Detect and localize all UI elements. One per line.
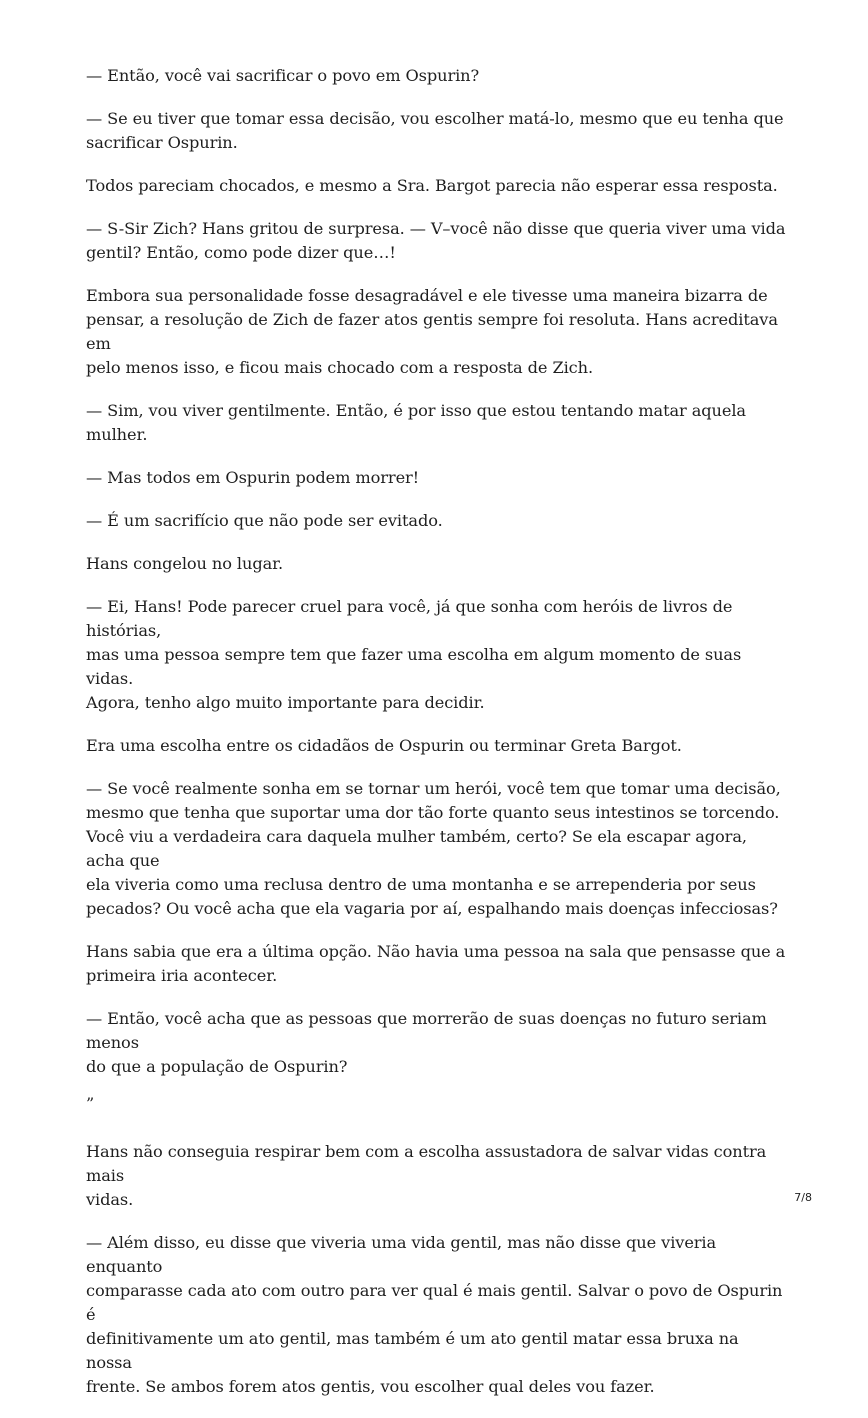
paragraph: Hans não conseguia respirar bem com a escolha assustadora de salvar vidas contra mais vidas. bbox=[86, 1142, 767, 1209]
paragraph: — É um sacrifício que não pode ser evitado. bbox=[86, 511, 443, 530]
page-number: 7/8 bbox=[794, 1191, 812, 1204]
paragraph: — Se eu tiver que tomar essa decisão, vou escolher matá-lo, mesmo que eu tenha que sacrificar Ospurin. bbox=[86, 109, 784, 152]
paragraph: Embora sua personalidade fosse desagradável e ele tivesse uma maneira bizarra de pensar, a resolução de Zich de fazer atos gentis sempre foi resoluta. Hans acreditava em pelo menos isso, e ficou mais chocado com a resposta de Zich. bbox=[86, 286, 778, 377]
paragraph: — Ei, Hans! Pode parecer cruel para você, já que sonha com heróis de livros de histórias, mas uma pessoa sempre tem que fazer uma escolha em algum momento de suas vidas. Agora, tenho algo muito importante para decidir. bbox=[86, 597, 742, 712]
paragraph: Hans congelou no lugar. bbox=[86, 554, 284, 573]
paragraph: — Sim, vou viver gentilmente. Então, é por isso que estou tentando matar aquela mulher. bbox=[86, 401, 746, 444]
paragraph: — Além disso, eu disse que viveria uma vida gentil, mas não disse que viveria enquanto comparasse cada ato com outro para ver qual é mais gentil. Salvar o povo de Ospurin é definitivamente um ato gentil, mas também é um ato gentil matar essa bruxa na nossa frente. Se ambos forem atos gentis, vou escolher qual deles vou fazer. bbox=[86, 1233, 783, 1396]
paragraph: Todos pareciam chocados, e mesmo a Sra. Bargot parecia não esperar essa resposta. bbox=[86, 176, 778, 195]
document-page bbox=[86, 64, 786, 1418]
paragraph: — Mas todos em Ospurin podem morrer! bbox=[86, 468, 420, 487]
paragraph: Era uma escolha entre os cidadãos de Ospurin ou terminar Greta Bargot. bbox=[86, 736, 682, 755]
paragraph: — Se você realmente sonha em se tornar um herói, você tem que tomar uma decisão, mesmo que tenha que suportar uma dor tão forte quanto seus intestinos se torcendo. Você viu a verdadeira cara daquela mulher também, certo? Se ela escapar agora, acha que ela viveria como uma reclusa dentro de uma montanha e se arrependeria por seus pecados? Ou você acha que ela vagaria por aí, espalhando mais doenças infecciosas? bbox=[86, 779, 781, 918]
paragraph: — Então, você vai sacrificar o povo em Ospurin? bbox=[86, 66, 480, 85]
paragraph: — S-Sir Zich? Hans gritou de surpresa. — V–você não disse que queria viver uma vida gentil? Então, como pode dizer que…! bbox=[86, 219, 786, 262]
paragraph: Hans sabia que era a última opção. Não havia uma pessoa na sala que pensasse que a primeira iria acontecer. bbox=[86, 942, 786, 985]
paragraph: — Então, você acha que as pessoas que morrerão de suas doenças no futuro seriam menos do que a população de Ospurin? bbox=[86, 1009, 767, 1076]
closing-quote-mark: ” bbox=[86, 1094, 95, 1113]
